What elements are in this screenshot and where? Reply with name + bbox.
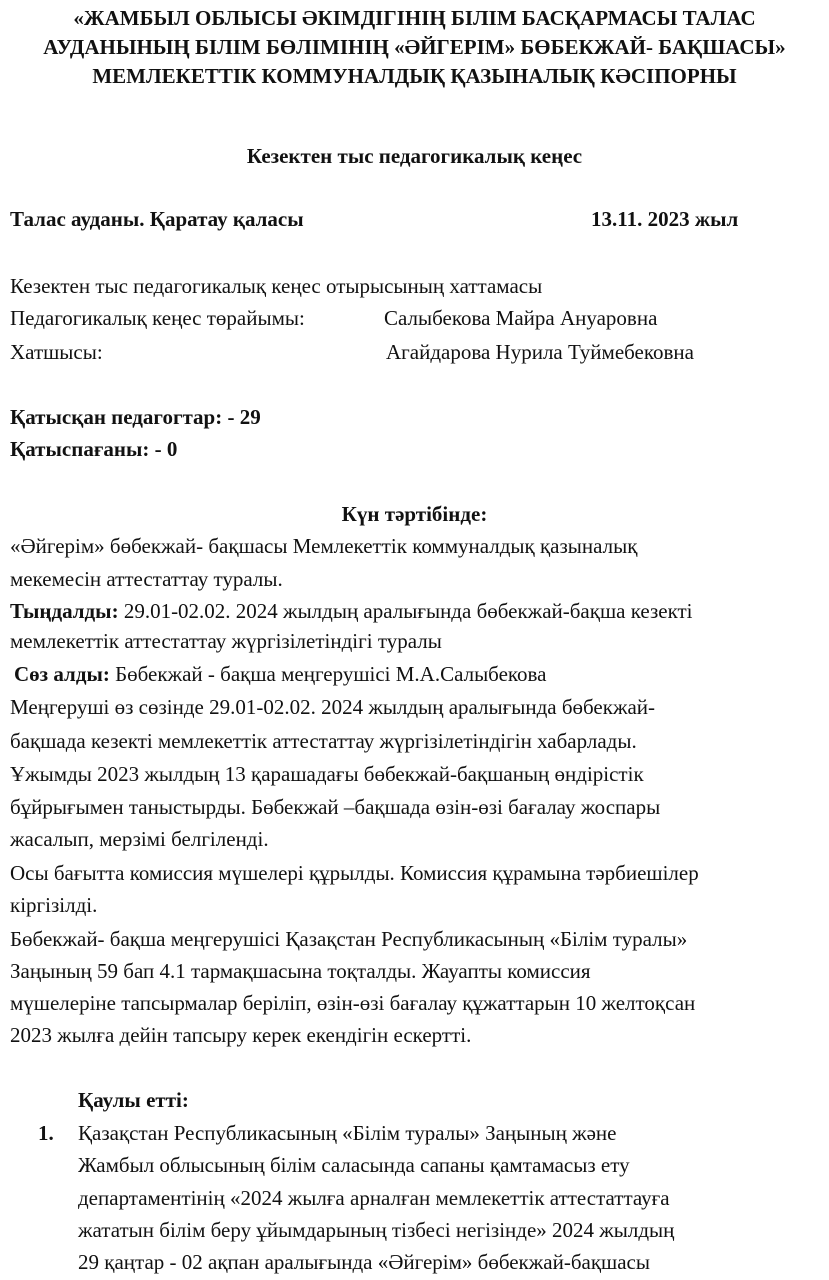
chair-name: Салыбекова Майра Ануаровна	[384, 306, 658, 330]
secretary-label: Хатшысы:	[10, 340, 103, 364]
header-line-1: «ЖАМБЫЛ ОБЛЫСЫ ӘКІМДІГІНІҢ БІЛІМ БАСҚАРМАСЫ ТАЛАС	[73, 6, 756, 30]
heard-label: Тыңдалды:	[10, 599, 119, 623]
body-line: Осы бағытта комиссия мүшелері құрылды. Комиссия құрамына тәрбиешілер	[10, 861, 699, 885]
body-line: кіргізілді.	[10, 893, 98, 917]
decision-item-line: департаментінің «2024 жылға арналған мемлекеттік аттестаттауға	[78, 1186, 670, 1210]
chair-label: Педагогикалық кеңес төрайымы:	[10, 306, 305, 330]
body-line: жасалып, мерзімі белгіленді.	[10, 827, 269, 851]
body-line: мүшелеріне тапсырмалар беріліп, өзін-өзі бағалау құжаттарын 10 желтоқсан	[10, 991, 696, 1015]
body-line: Заңының 59 бап 4.1 тармақшасына тоқталды. Жауапты комиссия	[10, 959, 591, 983]
document-title: Кезектен тыс педагогикалық кеңес	[246, 144, 583, 168]
header-line-3: МЕМЛЕКЕТТІК КОММУНАЛДЫҚ ҚАЗЫНАЛЫҚ КӘСІПОРНЫ	[92, 64, 737, 88]
decision-item-number: 1.	[38, 1121, 54, 1145]
speech-text: Бөбекжай - бақша меңгерушісі М.А.Салыбекова	[109, 662, 547, 686]
heard-text: 29.01-02.02. 2024 жылдың аралығында бөбекжай-бақша кезекті	[118, 599, 693, 623]
heard-line-2: мемлекеттік аттестаттау жүргізілетіндігі туралы	[10, 629, 442, 653]
speech-line	[14, 660, 547, 688]
heard-line-1	[10, 597, 693, 625]
decision-heading: Қаулы етті:	[78, 1088, 189, 1112]
body-line: бұйрығымен таныстырды. Бөбекжай –бақшада өзін-өзі бағалау жоспары	[10, 795, 661, 819]
header-line-2: АУДАНЫНЫҢ БІЛІМ БӨЛІМІНІҢ «ӘЙГЕРІМ» БӨБЕКЖАЙ- БАҚШАСЫ»	[43, 35, 786, 59]
decision-item-line: Қазақстан Республикасының «Білім туралы» Заңының және	[78, 1121, 617, 1145]
agenda-heading: Күн тәртібінде:	[341, 502, 488, 526]
body-line: бақшада кезекті мемлекеттік аттестаттау жүргізілетіндігін хабарлады.	[10, 729, 637, 753]
decision-item-line: 29 қаңтар - 02 ақпан аралығында «Әйгерім» бөбекжай-бақшасы	[78, 1250, 650, 1274]
decision-item-line: жататын білім беру ұйымдарының тізбесі негізінде» 2024 жылдың	[78, 1218, 675, 1242]
decision-item-line: Жамбыл облысының білім саласында сапаны қамтамасыз ету	[78, 1153, 630, 1177]
body-line: Ұжымды 2023 жылдың 13 қарашадағы бөбекжай-бақшаның өндірістік	[10, 762, 644, 786]
secretary-name: Агайдарова Нурила Туймебековна	[386, 340, 694, 364]
body-line: 2023 жылға дейін тапсыру керек екендігін ескертті.	[10, 1023, 472, 1047]
agenda-item-line-2: мекемесін аттестаттау туралы.	[10, 567, 283, 591]
body-line: Бөбекжай- бақша меңгерушісі Қазақстан Республикасының «Білім туралы»	[10, 927, 688, 951]
agenda-item-line-1: «Әйгерім» бөбекжай- бақшасы Мемлекеттік коммуналдық қазыналық	[10, 534, 638, 558]
protocol-heading: Кезектен тыс педагогикалық кеңес отырысының хаттамасы	[10, 274, 543, 298]
attendance-present: Қатысқан педагогтар: - 29	[10, 405, 261, 429]
date-label: 13.11. 2023 жыл	[591, 207, 739, 231]
place-label: Талас ауданы. Қаратау қаласы	[10, 207, 304, 231]
body-line: Меңгеруші өз сөзінде 29.01-02.02. 2024 жылдың аралығында бөбекжай-	[10, 695, 656, 719]
speech-label: Сөз алды:	[14, 662, 110, 686]
attendance-absent: Қатыспағаны: - 0	[10, 437, 178, 461]
